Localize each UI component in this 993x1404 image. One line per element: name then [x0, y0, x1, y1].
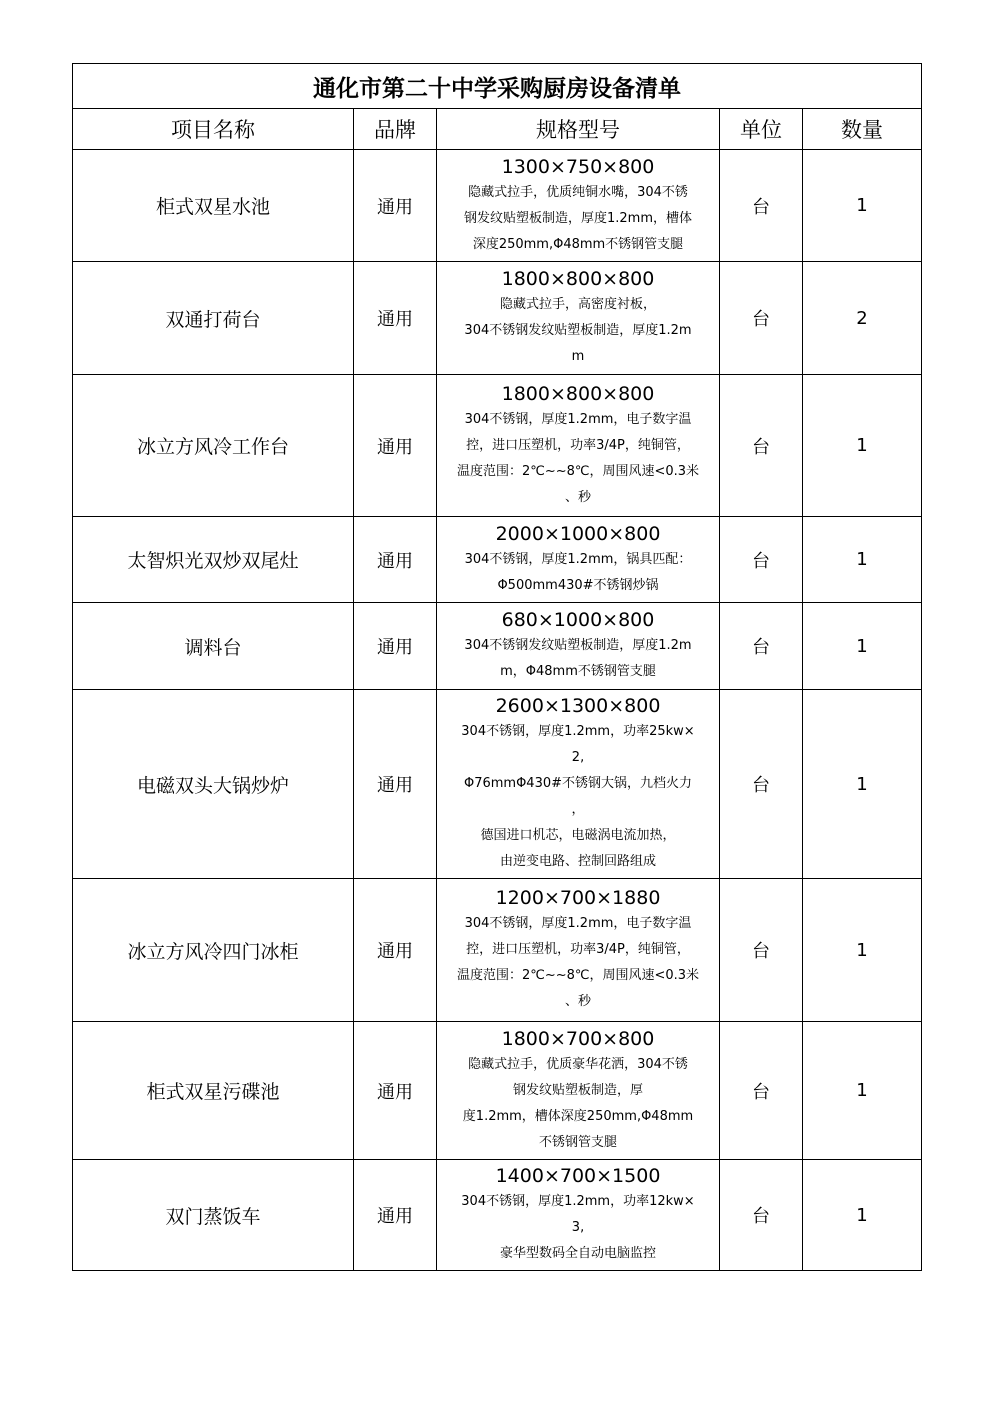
- item-brand: 通用: [354, 603, 437, 690]
- spec-description-line: 钢发纹贴塑板制造，厚度1.2mm，槽体: [463, 210, 692, 226]
- spec-description-line: 隐藏式拉手，优质豪华花洒，304不锈: [468, 1056, 688, 1072]
- item-spec: [437, 1022, 720, 1160]
- item-name: 柜式双星污碟池: [73, 1022, 354, 1160]
- spec-description-line: 度1.2mm，槽体深度250mm,Φ48mm: [462, 1108, 694, 1124]
- spec-description-line: 温度范围：2℃~~8℃，周围风速<0.3米: [456, 968, 700, 983]
- spec-description-line: 、秒: [564, 489, 591, 505]
- item-name: 冰立方风冷四门冰柜: [73, 879, 354, 1022]
- header-unit: 单位: [720, 109, 803, 150]
- spec-description-line: 深度250mm,Φ48mm不锈钢管支腿: [472, 236, 684, 252]
- table-row: [73, 690, 922, 879]
- spec-description-line: 钢发纹贴塑板制造，厚: [512, 1082, 643, 1098]
- spec-dimensions: 680×1000×800: [501, 609, 655, 631]
- item-spec: [437, 1160, 720, 1271]
- item-spec: [437, 262, 720, 375]
- item-brand: 通用: [354, 690, 437, 879]
- item-quantity: 1: [803, 690, 922, 879]
- spec-description-line: 304不锈钢，厚度1.2mm，功率25kw×: [461, 724, 695, 739]
- table-row: [73, 517, 922, 603]
- spec-dimensions: 1800×800×800: [501, 382, 655, 405]
- spec-description-line: Φ500mm430#不锈钢炒锅: [497, 577, 659, 593]
- header-brand: 品牌: [354, 109, 437, 150]
- table-row: [73, 262, 922, 375]
- spec-description-line: 由逆变电路、控制回路组成: [499, 854, 656, 869]
- spec-description-line: Φ76mmΦ430#不锈钢大锅，九档火力: [463, 776, 693, 791]
- header-row: [73, 109, 922, 150]
- spec-description-line: 304不锈钢，厚度1.2mm，电子数字温: [464, 916, 692, 931]
- item-spec: [437, 375, 720, 517]
- spec-description-line: 304不锈钢，厚度1.2mm，功率12kw×: [461, 1194, 695, 1209]
- table-row: [73, 1022, 922, 1160]
- spec-description-line: 控，进口压塑机，功率3/4P，纯铜管，: [466, 437, 690, 453]
- item-name: 冰立方风冷工作台: [73, 375, 354, 517]
- item-brand: 通用: [354, 262, 437, 375]
- spec-description-line: 304不锈钢发纹贴塑板制造，厚度1.2m: [464, 638, 692, 653]
- table-row: [73, 375, 922, 517]
- table-body: [73, 150, 922, 1271]
- spec-description-line: ，: [571, 802, 585, 817]
- spec-dimensions: 1200×700×1880: [495, 887, 661, 909]
- equipment-table: [72, 63, 922, 1271]
- item-name: 调料台: [73, 603, 354, 690]
- spec-description-line: 2,: [571, 750, 585, 765]
- item-brand: 通用: [354, 879, 437, 1022]
- spec-description-line: 豪华型数码全自动电脑监控: [499, 1246, 656, 1261]
- item-unit: 台: [720, 375, 803, 517]
- item-spec: [437, 517, 720, 603]
- item-quantity: 1: [803, 603, 922, 690]
- item-brand: 通用: [354, 1022, 437, 1160]
- header-spec: 规格型号: [437, 109, 720, 150]
- item-name: 电磁双头大锅炒炉: [73, 690, 354, 879]
- spec-description-line: 3,: [571, 1220, 585, 1235]
- table-title: 通化市第二十中学采购厨房设备清单: [73, 64, 922, 109]
- spec-dimensions: 2600×1300×800: [495, 695, 661, 717]
- item-spec: [437, 150, 720, 262]
- item-unit: 台: [720, 150, 803, 262]
- spec-description-line: 304不锈钢，厚度1.2mm，锅具匹配：: [464, 551, 692, 567]
- table-row: [73, 603, 922, 690]
- item-unit: 台: [720, 690, 803, 879]
- item-quantity: 1: [803, 150, 922, 262]
- spec-dimensions: 1800×700×800: [501, 1027, 655, 1050]
- spec-description-line: 温度范围：2℃~~8℃，周围风速<0.3米: [456, 463, 700, 479]
- item-brand: 通用: [354, 517, 437, 603]
- item-name: 太智炽光双炒双尾灶: [73, 517, 354, 603]
- item-brand: 通用: [354, 150, 437, 262]
- item-name: 柜式双星水池: [73, 150, 354, 262]
- item-unit: 台: [720, 879, 803, 1022]
- item-brand: 通用: [354, 375, 437, 517]
- item-spec: [437, 690, 720, 879]
- spec-description-line: 304不锈钢发纹贴塑板制造，厚度1.2m: [464, 323, 692, 338]
- item-unit: 台: [720, 517, 803, 603]
- item-spec: [437, 879, 720, 1022]
- table-row: [73, 1160, 922, 1271]
- spec-description-line: 隐藏式拉手，高密度衬板，: [499, 297, 656, 312]
- table-row: [73, 150, 922, 262]
- spec-dimensions: 2000×1000×800: [495, 522, 661, 545]
- spec-dimensions: 1400×700×1500: [495, 1165, 661, 1187]
- item-quantity: 1: [803, 1022, 922, 1160]
- spec-description-line: m，Φ48mm不锈钢管支腿: [500, 664, 656, 679]
- item-unit: 台: [720, 1160, 803, 1271]
- item-quantity: 1: [803, 375, 922, 517]
- item-quantity: 1: [803, 517, 922, 603]
- spec-dimensions: 1800×800×800: [501, 268, 655, 290]
- spec-description-line: 控，进口压塑机，功率3/4P，纯铜管，: [466, 942, 690, 957]
- item-name: 双通打荷台: [73, 262, 354, 375]
- item-unit: 台: [720, 262, 803, 375]
- item-spec: [437, 603, 720, 690]
- spec-description-line: m: [571, 349, 585, 364]
- header-qty: 数量: [803, 109, 922, 150]
- item-quantity: 1: [803, 1160, 922, 1271]
- spec-description-line: 304不锈钢，厚度1.2mm，电子数字温: [464, 411, 692, 427]
- item-unit: 台: [720, 1022, 803, 1160]
- spec-description-line: 隐藏式拉手，优质纯铜水嘴，304不锈: [468, 184, 688, 200]
- table-row: [73, 879, 922, 1022]
- spec-dimensions: 1300×750×800: [501, 155, 655, 178]
- item-unit: 台: [720, 603, 803, 690]
- item-brand: 通用: [354, 1160, 437, 1271]
- spec-description-line: 、秒: [564, 994, 591, 1009]
- item-name: 双门蒸饭车: [73, 1160, 354, 1271]
- spec-description-line: 德国进口机芯，电磁涡电流加热，: [480, 828, 676, 843]
- header-name: 项目名称: [73, 109, 354, 150]
- item-quantity: 1: [803, 879, 922, 1022]
- spec-description-line: 不锈钢管支腿: [538, 1134, 617, 1150]
- item-quantity: 2: [803, 262, 922, 375]
